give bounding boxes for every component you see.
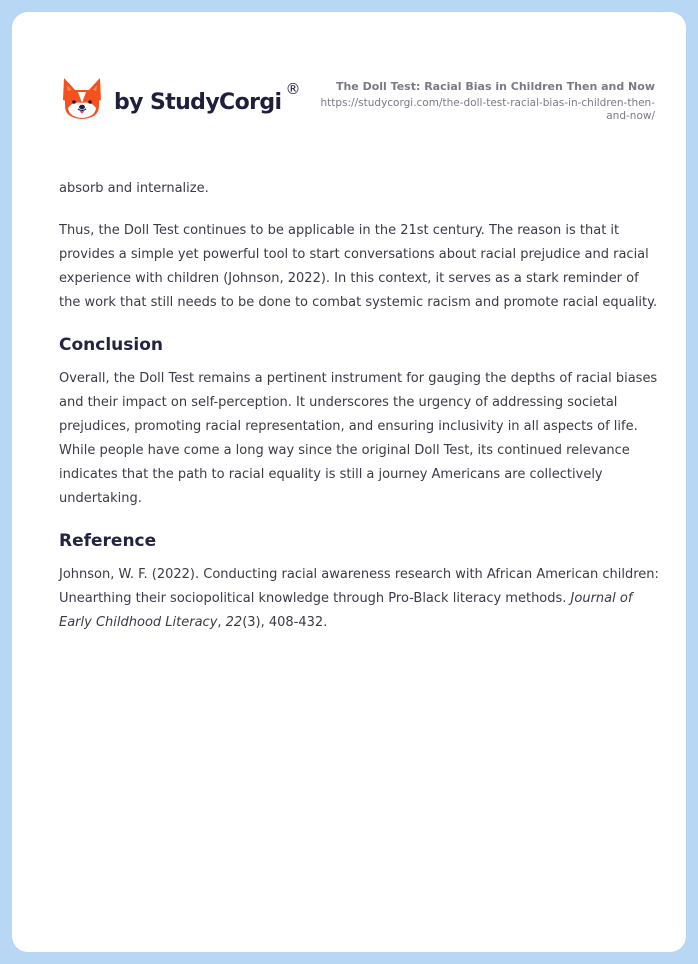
conclusion-heading: Conclusion <box>59 335 163 355</box>
paragraph-conclusion: Overall, the Doll Test remains a pertinent instrument for gauging the depths of racial biases and their impact on self-perception. It underscores the urgency of addressing societal prejudices, promoting racial representation, and ensuring inclusivity in all aspects of life. While people have come a long way since the original Doll Test, its continued relevance indicates that the path to racial equality is still a journey Americans are collectively undertaking. <box>59 371 658 506</box>
reference-entry <box>59 563 659 635</box>
reference-tail: (3), 408-432. <box>242 615 328 630</box>
reference-volume: 22 <box>225 615 243 630</box>
studycorgi-logo[interactable] <box>61 76 300 122</box>
document-title: The Doll Test: Racial Bias in Children Then and Now <box>335 80 655 93</box>
reference-lead: Johnson, W. F. (2022). Conducting racial awareness research with African American children: Unearthing their sociopolitical knowledge through Pro-Black literacy methods. <box>59 567 659 606</box>
document-url[interactable]: https://studycorgi.com/the-doll-test-racial-bias-in-children-then-and-now/ <box>320 97 655 122</box>
reference-heading: Reference <box>59 531 157 551</box>
page-header <box>12 12 686 152</box>
paragraph-applicability: Thus, the Doll Test continues to be applicable in the 21st century. The reason is that it provides a simple yet powerful tool to start conversations about racial prejudice and racial experience with children (Johnson, 2022). In this context, it serves as a stark reminder of the work that still needs to be done to combat systemic racism and promote racial equality. <box>59 223 658 310</box>
registered-mark: ® <box>285 80 301 98</box>
document-card <box>12 12 686 952</box>
paragraph-continuation: absorb and internalize. <box>59 181 209 196</box>
document-meta <box>315 80 655 123</box>
reference-separator: , <box>217 615 226 630</box>
reference-journal: Journal of Early Childhood Literacy <box>59 591 633 630</box>
article-body <box>59 177 659 653</box>
corgi-icon <box>61 76 103 122</box>
logo-text: by StudyCorgi <box>114 89 282 115</box>
